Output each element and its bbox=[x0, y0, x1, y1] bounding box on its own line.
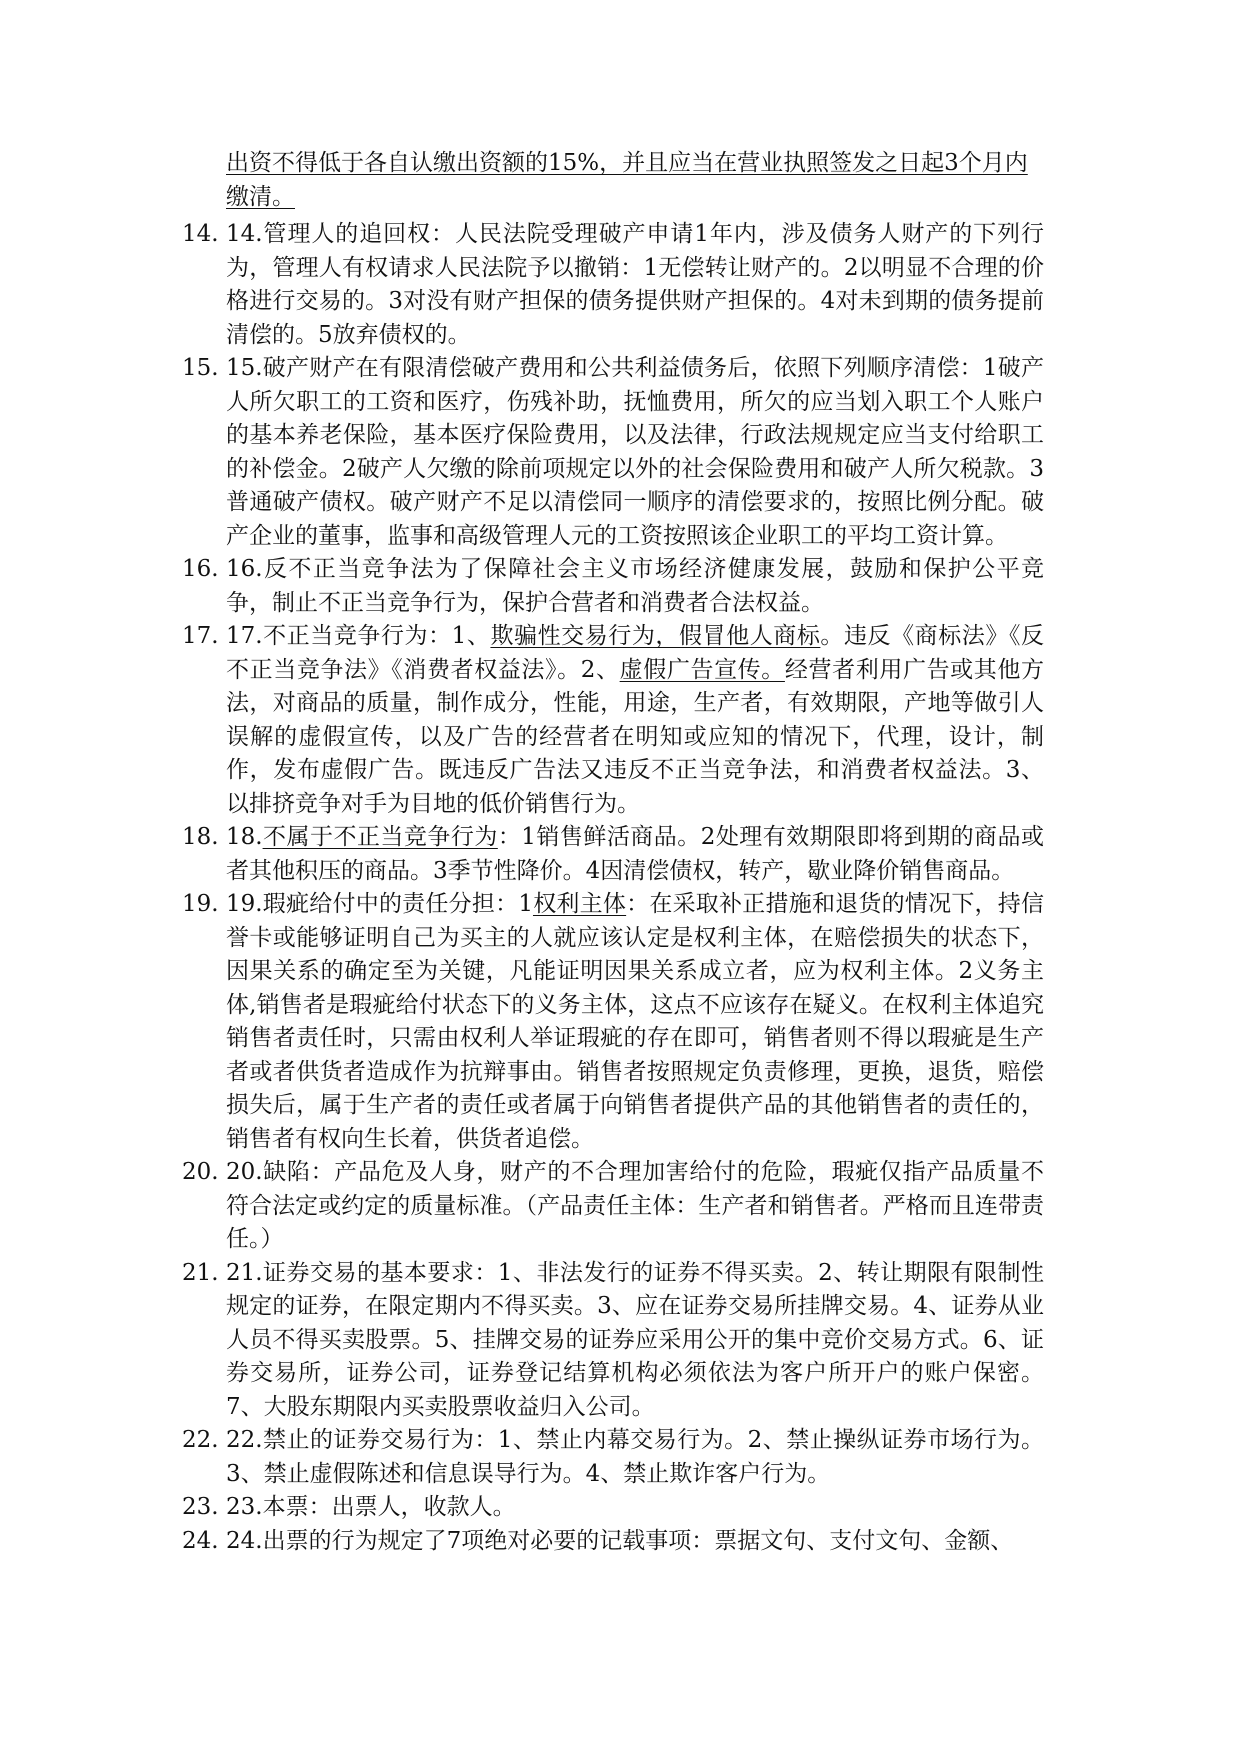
list-item-number: 22. bbox=[182, 1427, 219, 1453]
list-item-number: 17. bbox=[182, 623, 219, 649]
list-item bbox=[182, 821, 1044, 888]
list-item-number: 24. bbox=[182, 1527, 219, 1554]
list-item bbox=[182, 352, 1044, 553]
list-item-number: 21. bbox=[182, 1259, 219, 1286]
item-text: 18. bbox=[226, 824, 263, 850]
item-text: ：在采取补正措施和退货的情况下，持信誉卡或能够证明自己为买主的人就应该认定是权利主体，在赔偿损失的状态下，因果关系的确定至为关键，凡能证明因果关系成立者，应为权利主体。2义务主体,销售者是瑕疵给付状态下的义务主体，这点不应该存在疑义。在权利主体追究销售者责任时，只需由权利人举证瑕疵的存在即可，销售者则不得以瑕疵是生产者或者供货者造成作为抗辩事由。销售者按照规定负责修理，更换，退货，赔偿损失后，属于生产者的责任或者属于向销售者提供产品的其他销售者的责任的，销售者有权向生长着，供货者追偿。 bbox=[226, 891, 1045, 1152]
list-item-number: 20. bbox=[182, 1159, 219, 1185]
list-item bbox=[182, 218, 1044, 352]
list-item bbox=[182, 1257, 1044, 1425]
list-item-number: 18. bbox=[182, 824, 219, 850]
list-item bbox=[182, 888, 1044, 1156]
item-text: 23.本票：出票人，收款人。 bbox=[226, 1494, 516, 1520]
list-item bbox=[182, 620, 1044, 821]
item-text: 19.瑕疵给付中的责任分担：1 bbox=[226, 891, 533, 917]
underlined-text: 权利主体 bbox=[532, 891, 627, 917]
list-item-number: 23. bbox=[182, 1494, 219, 1520]
item-text: 15.破产财产在有限清偿破产费用和公共利益债务后，依照下列顺序清偿：1破产人所欠职工的工资和医疗，伤残补助，抚恤费用，所欠的应当划入职工个人账户的基本养老保险，基本医疗保险费用，以及法律，行政法规规定应当支付给职工的补偿金。2破产人欠缴的除前项规定以外的社会保险费用和破产人所欠税款。3普通破产债权。破产财产不足以清偿同一顺序的清偿要求的，按照比例分配。破产企业的董事，监事和高级管理人元的工资按照该企业职工的平均工资计算。 bbox=[226, 355, 1044, 549]
item-text: 24.出票的行为规定了7项绝对必要的记载事项：票据文句、支付文句、金额、 bbox=[226, 1527, 1014, 1554]
numbered-list bbox=[182, 218, 1044, 1558]
list-item bbox=[182, 1156, 1044, 1257]
underlined-text: 不属于不正当竞争行为 bbox=[262, 824, 498, 850]
item-text: 17.不正当竞争行为：1、 bbox=[226, 623, 491, 649]
item-text: 22.禁止的证券交易行为：1、禁止内幕交易行为。2、禁止操纵证券市场行为。3、禁止虚假陈述和信息误导行为。4、禁止欺诈客户行为。 bbox=[226, 1427, 1044, 1487]
item-text: 经营者利用广告或其他方法，对商品的质量，制作成分，性能，用途，生产者，有效期限，产地等做引人误解的虚假宣传，以及广告的经营者在明知或应知的情况下，代理，设计，制作，发布虚假广告。既违反广告法又违反不正当竞争法，和消费者权益法。3、以排挤竞争对手为目地的低价销售行为。 bbox=[226, 656, 1045, 817]
item-text: 16.反不正当竞争法为了保障社会主义市场经济健康发展，鼓励和保护公平竞争，制止不正当竞争行为，保护合营者和消费者合法权益。 bbox=[226, 556, 1044, 616]
item-text: 。违反《商标法》《反不正当竞争法》《消费者权益法》。2、 bbox=[226, 623, 1045, 683]
list-item bbox=[182, 1424, 1044, 1491]
underlined-text: 虚假广告宣传。 bbox=[619, 656, 785, 683]
list-item-number: 15. bbox=[182, 355, 219, 381]
list-item-number: 19. bbox=[182, 891, 219, 917]
list-item bbox=[182, 1525, 1044, 1559]
list-item-number: 16. bbox=[182, 556, 219, 582]
item-text: 14.管理人的追回权：人民法院受理破产申请1年内，涉及债务人财产的下列行为，管理人有权请求人民法院予以撤销：1无偿转让财产的。2以明显不合理的价格进行交易的。3对没有财产担保的债务提供财产担保的。4对未到期的债务提前清偿的。5放弃债权的。 bbox=[226, 221, 1044, 348]
underlined-text: 欺骗性交易行为，假冒他人商标 bbox=[490, 623, 821, 649]
list-item bbox=[182, 553, 1044, 620]
list-item-number: 14. bbox=[182, 221, 219, 247]
item-text: 20.缺陷：产品危及人身，财产的不合理加害给付的危险，瑕疵仅指产品质量不符合法定或约定的质量标准。（产品责任主体：生产者和销售者。严格而且连带责任。） bbox=[226, 1159, 1044, 1252]
list-item bbox=[182, 1491, 1044, 1525]
item-text: ：1销售鲜活商品。2处理有效期限即将到期的商品或者其他积压的商品。3季节性降价。4因清偿债权，转产，歇业降价销售商品。 bbox=[226, 824, 1044, 884]
continued-paragraph: 出资不得低于各自认缴出资额的15%，并且应当在营业执照签发之日起3个月内缴清。 bbox=[226, 150, 1028, 210]
item-text: 21.证券交易的基本要求：1、非法发行的证券不得买卖。2、转让期限有限制性规定的证券，在限定期内不得买卖。3、应在证券交易所挂牌交易。4、证券从业人员不得买卖股票。5、挂牌交易的证券应采用公开的集中竞价交易方式。6、证券交易所，证券公司，证券登记结算机构必须依法为客户所开户的账户保密。7、大股东期限内买卖股票收益归入公司。 bbox=[226, 1259, 1044, 1420]
